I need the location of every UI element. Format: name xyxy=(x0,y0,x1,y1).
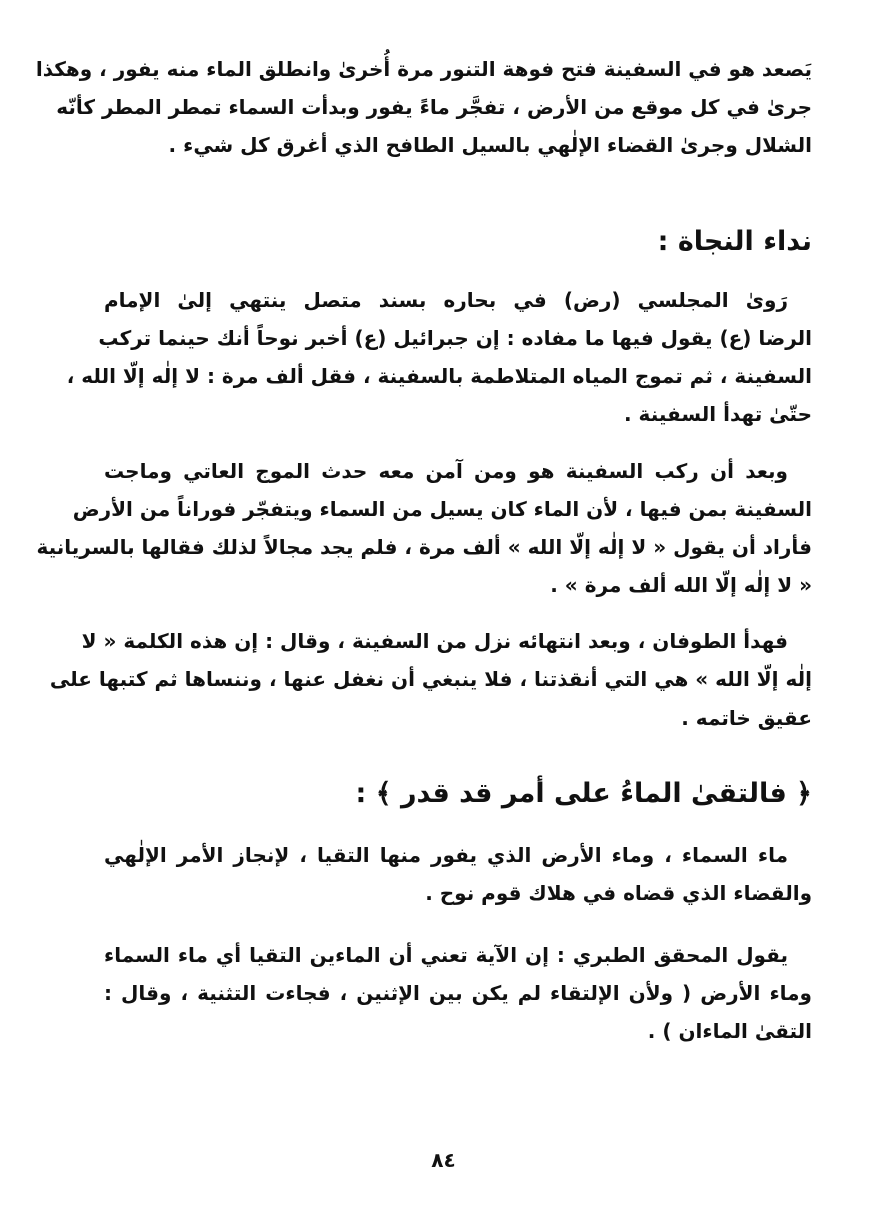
text-line: يَصعد هو في السفينة فتح فوهة التنور مرة أُخرىٰ وانطلق الماء منه يفور ، وهكذا xyxy=(35,57,812,81)
text-line: جرىٰ في كل موقع من الأرض ، تفجَّر ماءً يفور وبدأت السماء تمطر المطر كأنّه xyxy=(56,95,812,119)
text-line: رَوىٰ المجلسي (رض) في بحاره بسند متصل ينتهي إلىٰ الإمام xyxy=(104,288,788,312)
text-line: وبعد أن ركب السفينة هو ومن آمن معه حدث الموج العاتي وماجت xyxy=(104,459,788,483)
text-line: حتّىٰ تهدأ السفينة . xyxy=(624,402,812,426)
text-line: الرضا (ع) يقول فيها ما مفاده : إن جبرائيل (ع) أخبر نوحاً أنك حينما تركب xyxy=(98,326,812,350)
quran-verse-heading: ﴿ فالتقىٰ الماءُ على أمر قد قدر ﴾ : xyxy=(355,778,812,809)
text-line: والقضاء الذي قضاه في هلاك قوم نوح . xyxy=(425,881,812,905)
text-line: فأراد أن يقول « لا إلٰه إلّا الله » ألف مرة ، فلم يجد مجالاً لذلك فقالها بالسريانية xyxy=(36,535,812,559)
section-heading: نداء النجاة : xyxy=(657,226,812,257)
text-line: السفينة بمن فيها ، لأن الماء كان يسيل من السماء ويتفجّر فوراناً من الأرض xyxy=(72,497,812,521)
text-line: الشلال وجرىٰ القضاء الإلٰهي بالسيل الطافح الذي أغرق كل شيء . xyxy=(168,133,812,157)
page-number: ٨٤ xyxy=(431,1148,456,1172)
text-line: إلٰه إلّا الله » هي التي أنقذتنا ، فلا ينبغي أن نغفل عنها ، وننساها ثم كتبها على xyxy=(49,667,812,691)
text-line: عقيق خاتمه . xyxy=(681,706,812,730)
text-line: وماء الأرض ( ولأن الإلتقاء لم يكن بين الإثنين ، فجاءت التثنية ، وقال : xyxy=(104,981,812,1005)
text-line: فهدأ الطوفان ، وبعد انتهائه نزل من السفينة ، وقال : إن هذه الكلمة « لا xyxy=(81,629,788,653)
text-line: التقىٰ الماءان ) . xyxy=(647,1019,812,1043)
text-line: يقول المحقق الطبري : إن الآية تعني أن الماءين التقيا أي ماء السماء xyxy=(104,943,788,967)
text-line: ماء السماء ، وماء الأرض الذي يفور منها التقيا ، لإنجاز الأمر الإلٰهي xyxy=(104,843,788,867)
text-line: السفينة ، ثم تموج المياه المتلاطمة بالسفينة ، فقل ألف مرة : لا إلٰه إلّا الله ، xyxy=(66,364,812,388)
text-line: « لا إلٰه إلّا الله ألف مرة » . xyxy=(550,573,812,597)
